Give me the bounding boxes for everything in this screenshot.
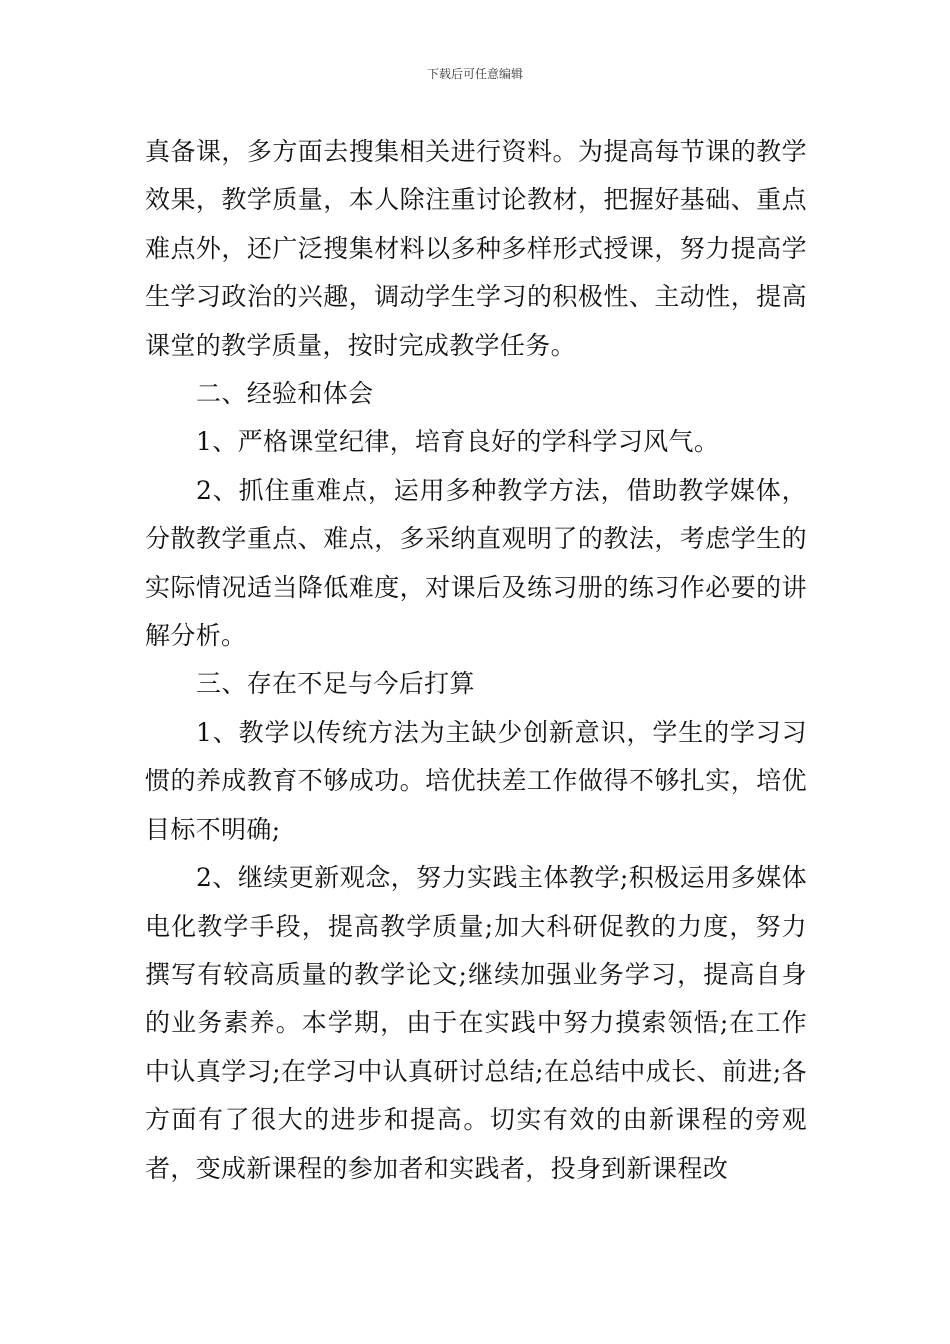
paragraph-item-future-plans: 2、继续更新观念，努力实践主体教学;积极运用多媒体电化教学手段，提高教学质量;加大科研促教的力度，努力撰写有较高质量的教学论文;继续加强业务学习，提高自身的业务素养。本学期，由于在实践中努力摸索领悟;在工作中认真学习;在学习中认真研讨总结;在总结中成长、前进;各方面有了很大的进步和提高。切实有效的由新课程的旁观者，变成新课程的参加者和实践者，投身到新课程改 bbox=[145, 863, 807, 1183]
paragraph-item-traditional-methods: 1、教学以传统方法为主缺少创新意识，学生的学习习惯的养成教育不够成功。培优扶差工作做得不够扎实，培优目标不明确; bbox=[145, 717, 807, 844]
paragraph-item-discipline: 1、严格课堂纪律，培育良好的学科学习风气。 bbox=[196, 427, 720, 457]
paragraph-item-key-points: 2、抓住重难点，运用多种教学方法，借助教学媒体，分散教学重点、难点，多采纳直观明了的教法，考虑学生的实际情况适当降低难度，对课后及练习册的练习作必要的讲解分析。 bbox=[145, 475, 807, 651]
document-body bbox=[145, 128, 807, 1193]
section-heading-shortcomings: 三、存在不足与今后打算 bbox=[196, 669, 475, 699]
section-heading-experience: 二、经验和体会 bbox=[196, 379, 374, 409]
paragraph-continuation: 真备课，多方面去搜集相关进行资料。为提高每节课的教学效果，教学质量，本人除注重讨论教材，把握好基础、重点难点外，还广泛搜集材料以多种多样形式授课，努力提高学生学习政治的兴趣，调动学生学习的积极性、主动性，提高课堂的教学质量，按时完成教学任务。 bbox=[145, 137, 807, 360]
page-header-note: 下载后可任意编辑 bbox=[426, 67, 523, 81]
